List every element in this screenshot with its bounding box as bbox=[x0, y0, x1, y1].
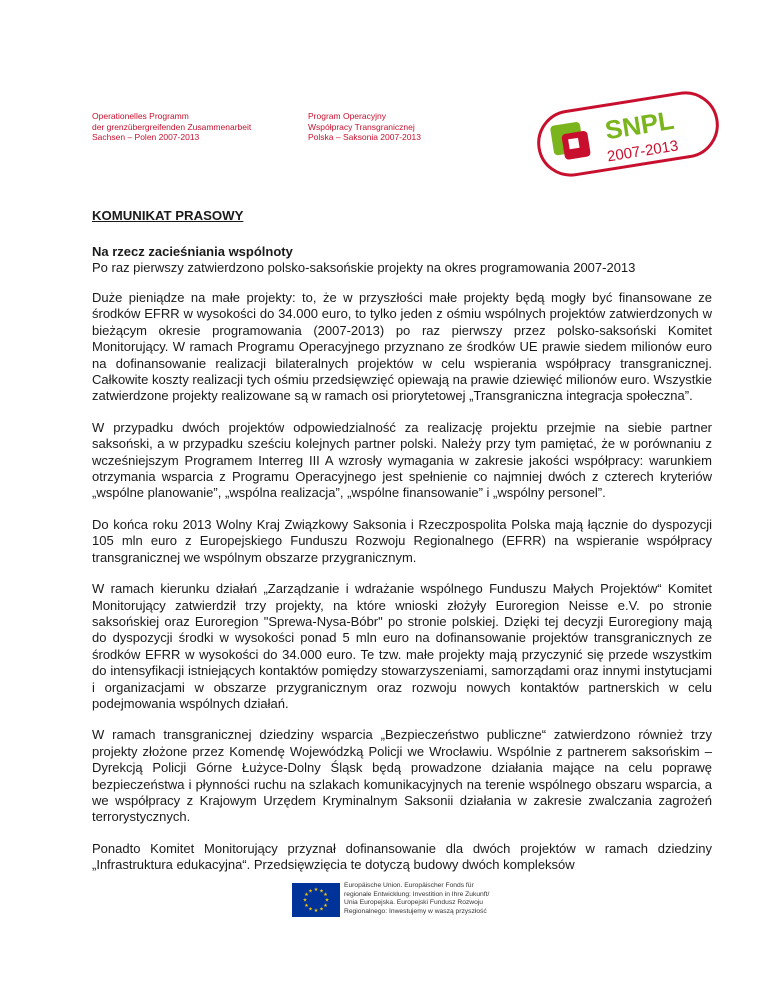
eu-flag-icon bbox=[292, 883, 340, 917]
eu-text-line: regionale Entwicklung: Investition in Ihre Zukunft/ bbox=[344, 890, 490, 898]
paragraph: Do końca roku 2013 Wolny Kraj Związkowy Saksonia i Rzeczpospolita Polska mają łącznie do dyspozycji 105 mln euro z Europejskiego Funduszu Rozwoju Regionalnego (EFRR) na wspieranie współpracy transgranicznej we wspólnym obszarze przygranicznym. bbox=[92, 516, 712, 565]
press-release-body bbox=[92, 208, 712, 889]
header-de-line: Sachsen – Polen 2007-2013 bbox=[92, 132, 200, 142]
svg-text:★: ★ bbox=[313, 908, 319, 914]
svg-text:★: ★ bbox=[302, 897, 308, 904]
svg-text:★: ★ bbox=[323, 892, 328, 898]
paragraph: W przypadku dwóch projektów odpowiedzialność za realizację projektu przejmie na siebie partner saksoński, a w przypadku sześciu kolejnych partner polski. Należy przy tym pamiętać, że w porównaniu z wcześniejszym Programem Interreg III A wzrosły wymagania w zakresie jakości współpracy: warunkiem otrzymania wsparcia z Programu Operacyjnego jest spełnienie co najmniej dwóch z czterech kryteriów „wspólne planowanie”, „wspólna realizacja”, „wspólne finansowanie” i „wspólny personel”. bbox=[92, 419, 712, 501]
subheadline: Po raz pierwszy zatwierdzono polsko-saksońskie projekty na okres programowania 2007-2013 bbox=[92, 260, 636, 275]
header-de-line: der grenzübergreifenden Zusammenarbeit bbox=[92, 121, 252, 132]
eu-funding-text bbox=[344, 882, 489, 916]
svg-text:★: ★ bbox=[304, 903, 309, 909]
eu-text-line: Regionalnego: Inwestujemy w waszą przyszłość bbox=[344, 907, 487, 915]
logo-years: 2007-2013 bbox=[606, 137, 680, 166]
eu-text-line: Unia Europejska. Europejski Fundusz Rozwoju bbox=[344, 899, 484, 907]
header-program-pl bbox=[308, 111, 421, 143]
snpl-logo bbox=[528, 84, 728, 184]
logo-white-cut bbox=[568, 138, 579, 149]
svg-text:★: ★ bbox=[308, 888, 313, 895]
header-pl-line: Współpracy Transgranicznej bbox=[308, 121, 415, 132]
paragraph: W ramach transgranicznej dziedziny wsparcia „Bezpieczeństwo publiczne“ zatwierdzono również trzy projekty złożone przez Komendę Wojewódzką Policji we Wrocławiu. Wspólnie z partnerem saksońskim – Dyrekcją Policji Górne Łużyce-Dolny Śląsk będą prowadzone działania mające na celu poprawę bezpieczeństwa i płynności ruchu na szlakach komunikacyjnych na terenie wspólnego obszaru wsparcia, a we współpracy z Krajowym Urzędem Kryminalnym Saksonii działania w zakresie zwalczania zagrożeń terrorystycznych. bbox=[92, 727, 712, 825]
press-release-title: KOMUNIKAT PRASOWY bbox=[92, 208, 244, 223]
svg-text:★: ★ bbox=[304, 892, 309, 898]
svg-text:★: ★ bbox=[323, 903, 328, 909]
svg-text:★: ★ bbox=[319, 888, 324, 895]
svg-text:★: ★ bbox=[313, 887, 319, 893]
paragraph: Duże pieniądze na małe projekty: to, że w przyszłości małe projekty będą mogły być finansowane ze środków EFRR w wysokości do 34.000 euro, to tylko jeden z ośmiu wspólnych projektów zatwierdzonych w bieżącym okresie programowania (2007-2013) po raz pierwszy przez polsko-saksoński Komitet Monitorujący. W ramach Programu Operacyjnego przyznano ze środków UE prawie siedem milionów euro na dofinansowanie realizacji bilateralnych projektów w celu wspierania współpracy transgranicznej. Całkowite koszty realizacji tych ośmiu przedsięwzięć opiewają na prawie dziewięć milionów euro. Wszystkie zatwierdzone projekty realizowane są w ramach osi priorytetowej „Transgraniczna integracja społeczna”. bbox=[92, 290, 712, 404]
headline: Na rzecz zacieśniania wspólnoty bbox=[92, 244, 293, 259]
header-pl-line: Program Operacyjny bbox=[308, 111, 386, 121]
paragraph: Ponadto Komitet Monitorujący przyznał dofinansowanie dla dwóch projektów w ramach dziedziny „Infrastruktura edukacyjna“. Przedsięwzięcia te dotyczą budowy dwóch kompleksów bbox=[92, 840, 712, 873]
paragraph: W ramach kierunku działań „Zarządzanie i wdrażanie wspólnego Funduszu Małych Projektów“ Komitet Monitorujący zatwierdził trzy projekty, na które wnioski złożyły Euroregion Neisse e.V. po stronie saksońskiej oraz Euroregion "Sprewa-Nysa-Bóbr" po stronie polskiej. Dzięki tej decyzji Euroregiony mają do dyspozycji środki w wysokości ponad 5 mln euro na dofinansowanie projektów transgranicznych ze środków EFRR w wysokości do 34.000 euro. Te tzw. małe projekty mają przyczynić się przede wszystkim do intensyfikacji istniejących kontaktów pomiędzy stowarzyszeniami, samorządami oraz innymi instytucjami i organizacjami w obszarze przygranicznym oraz rozwoju nowych kontaktów partnerskich w celu podejmowania wspólnych działań. bbox=[92, 581, 712, 711]
svg-text:★: ★ bbox=[319, 906, 324, 913]
svg-text:★: ★ bbox=[324, 897, 330, 904]
eu-text-line: Europäische Union. Europäischer Fonds für bbox=[344, 882, 474, 889]
eu-funding-footer bbox=[292, 880, 552, 918]
svg-text:★: ★ bbox=[308, 906, 313, 913]
header-program-de bbox=[92, 111, 251, 143]
header-pl-line: Polska – Saksonia 2007-2013 bbox=[308, 132, 421, 142]
header-de-line: Operationelles Programm bbox=[92, 111, 189, 121]
logo-text: SNPL bbox=[602, 104, 677, 146]
